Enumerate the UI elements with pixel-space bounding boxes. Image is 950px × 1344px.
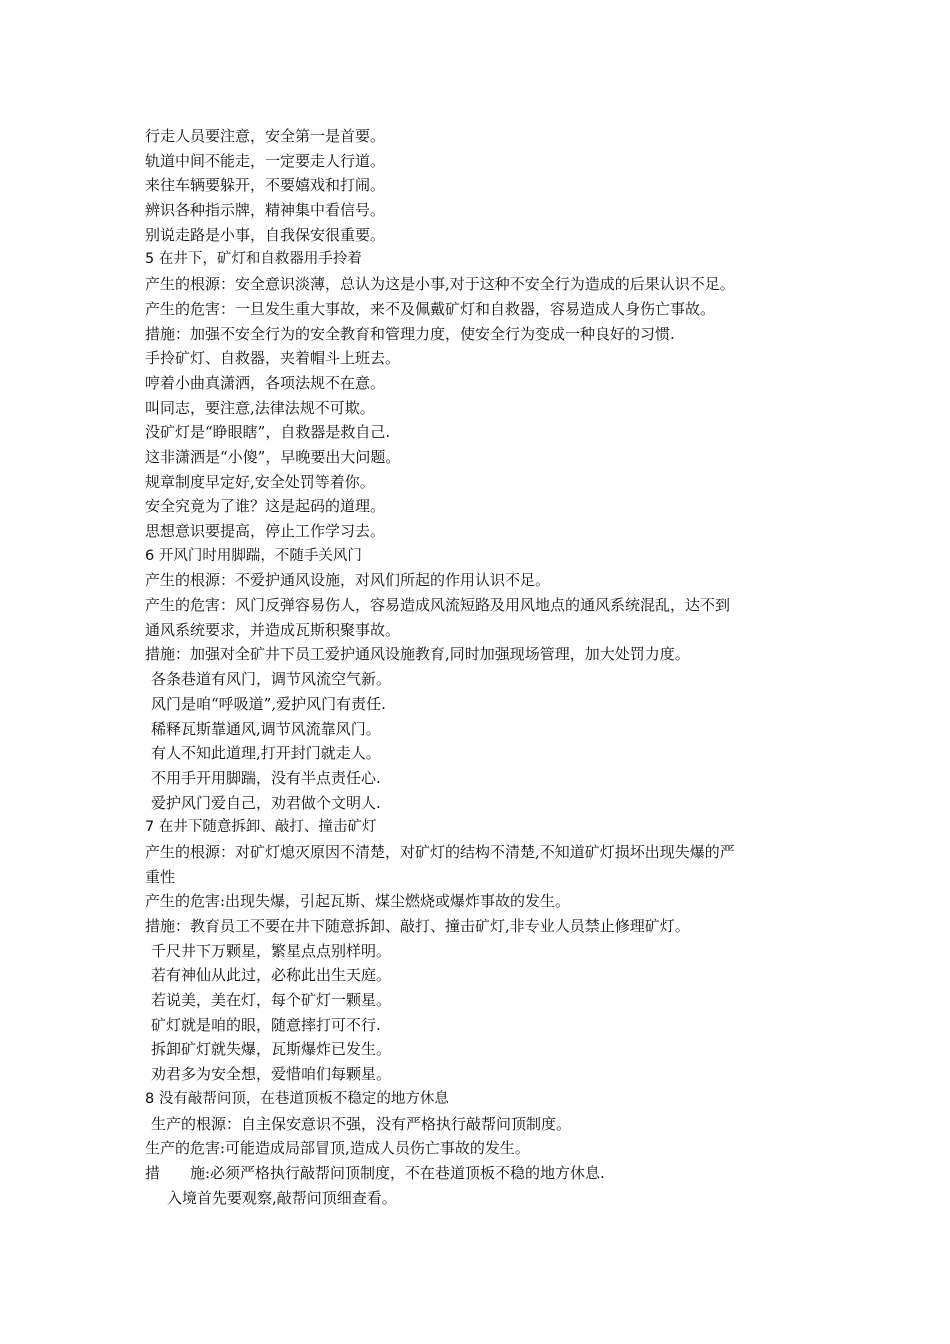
verse-line: 若说美，美在灯，每个矿灯一颗星。: [151, 991, 392, 1010]
text-line: 轨道中间不能走，一定要走人行道。: [145, 151, 386, 170]
verse-line: 千尺井下万颗星，繁星点点别样明。: [151, 941, 392, 960]
verse-line: 稀释瓦斯靠通风,调节风流靠风门。: [151, 719, 381, 738]
text-line: 生产的危害:可能造成局部冒顶,造成人员伤亡事故的发生。: [145, 1139, 530, 1158]
verse-line: 若有神仙从此过，必称此出生天庭。: [151, 966, 392, 985]
text-line: 措 施:必须严格执行敲帮问顶制度，不在巷道顶板不稳的地方休息.: [145, 1163, 605, 1182]
document-body: [145, 124, 825, 1210]
text-line: 这非潇洒是“小傻”，早晚要出大问题。: [145, 447, 401, 466]
verse-line: 拆卸矿灯就失爆，瓦斯爆炸已发生。: [151, 1040, 392, 1059]
text-line: 通风系统要求，并造成瓦斯积聚事故。: [145, 620, 401, 639]
verse-line: 各条巷道有风门，调节风流空气新。: [151, 670, 392, 689]
text-line: 别说走路是小事，自我保安很重要。: [145, 225, 386, 244]
verse-line: 风门是咱“呼吸道”,爱护风门有责任.: [151, 694, 386, 713]
text-line: 手拎矿灯、自救器，夹着帽斗上班去。: [145, 349, 401, 368]
text-line: 产生的危害：一旦发生重大事故，来不及佩戴矿灯和自救器，容易造成人身伤亡事故。: [145, 299, 716, 318]
text-line: 产生的根源：安全意识淡薄，总认为这是小事,对于这种不安全行为造成的后果认识不足。: [145, 275, 735, 294]
section-heading: 5 在井下，矿灯和自救器用手拎着: [145, 251, 362, 268]
text-line: 思想意识要提高，停止工作学习去。: [145, 522, 386, 540]
text-line: 哼着小曲真潇洒，各项法规不在意。: [145, 373, 386, 392]
section-heading: 8 没有敲帮问顶，在巷道顶板不稳定的地方休息: [145, 1090, 449, 1107]
section-heading: 7 在井下随意拆卸、敲打、撞击矿灯: [145, 819, 377, 836]
text-line: 安全究竟为了谁？这是起码的道理。: [145, 497, 386, 516]
text-line: 没矿灯是“睁眼瞎”，自救器是救自己.: [145, 423, 391, 442]
text-line: 叫同志，要注意,法律法规不可欺。: [145, 398, 375, 417]
verse-line: 入境首先要观察,敲帮问顶细查看。: [167, 1188, 397, 1207]
text-line: 行走人员要注意，安全第一是首要。: [145, 127, 386, 145]
text-line: 生产的根源：自主保安意识不强，没有严格执行敲帮问顶制度。: [151, 1114, 572, 1133]
verse-line: 矿灯就是咱的眼，随意摔打可不行.: [151, 1015, 381, 1034]
text-line: 产生的危害：风门反弹容易伤人，容易造成风流短路及用风地点的通风系统混乱，达不到: [145, 596, 731, 615]
verse-line: 有人不知此道理,打开封门就走人。: [151, 744, 381, 763]
verse-line: 不用手开用脚踹，没有半点责任心.: [151, 768, 381, 787]
section-heading: 6 开风门时用脚踹，不随手关风门: [145, 547, 362, 564]
text-line: 产生的根源：对矿灯熄灭原因不清楚，对矿灯的结构不清楚,不知道矿灯损坏出现失爆的严: [145, 842, 735, 861]
text-line: 辨识各种指示牌，精神集中看信号。: [145, 201, 386, 220]
text-line: 规章制度早定好,安全处罚等着你。: [145, 472, 375, 491]
text-line: 措施：加强对全矿井下员工爱护通风设施教育,同时加强现场管理，加大处罚力度。: [145, 645, 690, 664]
text-line: 措施：教育员工不要在井下随意拆卸、敲打、撞击矿灯,非专业人员禁止修理矿灯。: [145, 917, 690, 935]
text-line: 来往车辆要躲开，不要嬉戏和打闹。: [145, 176, 386, 195]
text-line: 措施：加强不安全行为的安全教育和管理力度，使安全行为变成一种良好的习惯.: [145, 324, 675, 343]
text-line: 重性: [145, 867, 176, 886]
verse-line: 劝君多为安全想，爱惜咱们每颗星。: [151, 1065, 392, 1084]
text-line: 产生的危害:出现失爆，引起瓦斯、煤尘燃烧或爆炸事故的发生。: [145, 892, 571, 911]
verse-line: 爱护风门爱自己，劝君做个文明人.: [151, 793, 381, 812]
text-line: 产生的根源：不爱护通风设施，对风们所起的作用认识不足。: [145, 571, 551, 590]
